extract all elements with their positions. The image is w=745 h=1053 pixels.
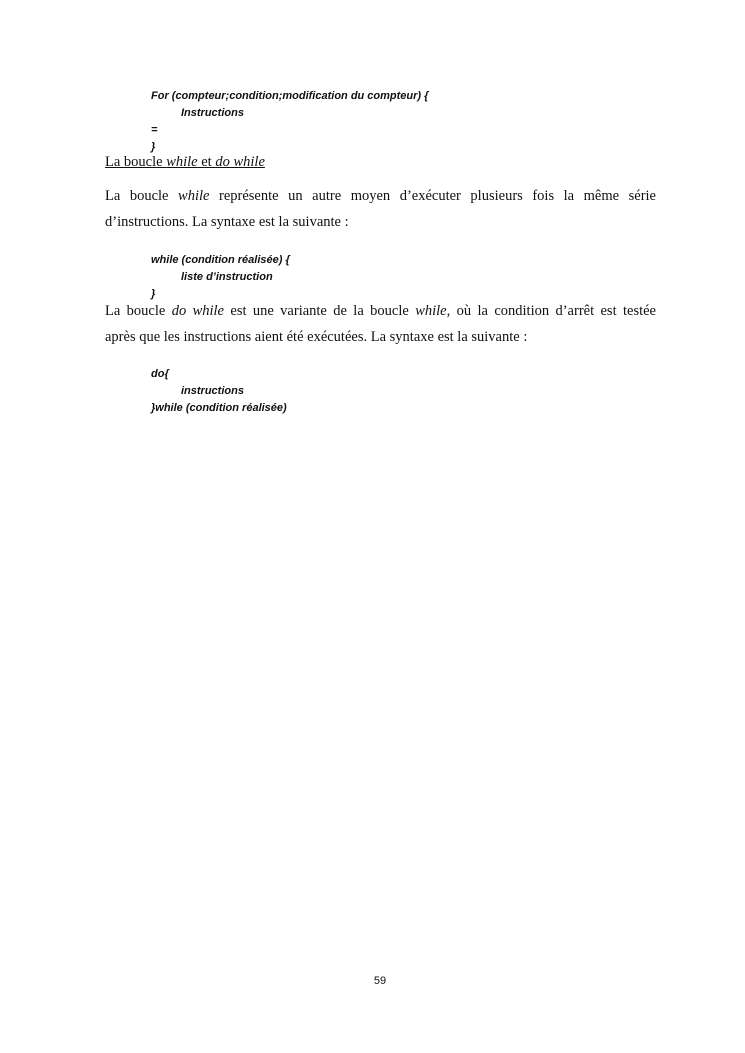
text: est une variante de la boucle	[224, 303, 416, 319]
heading-text: et	[197, 154, 216, 170]
section-heading	[105, 154, 265, 171]
do-code-line-2: instructions	[181, 385, 244, 397]
while-code-line-1: while (condition réalisée) {	[151, 254, 290, 266]
paragraph-do-while	[105, 298, 656, 350]
paragraph-while	[105, 183, 656, 235]
keyword: while	[178, 188, 210, 204]
text: La boucle	[105, 188, 179, 204]
paragraph-line	[105, 183, 656, 209]
for-code-line-3: =	[151, 124, 158, 136]
heading-keyword: do while	[215, 154, 265, 170]
for-code-line-4: }	[151, 141, 156, 153]
text: , où la condition d’arrêt est testée	[446, 303, 656, 319]
text: La boucle	[105, 303, 172, 319]
paragraph-line: après que les instructions aient été exécutées. La syntaxe est la suivante :	[105, 329, 528, 345]
do-code-line-3: }while (condition réalisée)	[151, 402, 287, 414]
while-code-line-2: liste d’instruction	[181, 271, 273, 283]
heading-text: La boucle	[105, 154, 167, 170]
heading-keyword: while	[166, 154, 198, 170]
keyword: do while	[171, 303, 224, 319]
text: représente un autre moyen d’exécuter plusieurs fois la même série	[209, 188, 656, 204]
keyword: while	[415, 303, 447, 319]
do-code-line-1: do{	[151, 368, 169, 380]
paragraph-line: d’instructions. La syntaxe est la suivante :	[105, 214, 349, 230]
while-code-line-3: }	[151, 288, 156, 300]
page-number: 59	[373, 975, 387, 987]
for-code-line-2: Instructions	[181, 107, 244, 119]
for-code-line-1: For (compteur;condition;modification du compteur) {	[151, 90, 429, 102]
paragraph-line	[105, 298, 656, 324]
